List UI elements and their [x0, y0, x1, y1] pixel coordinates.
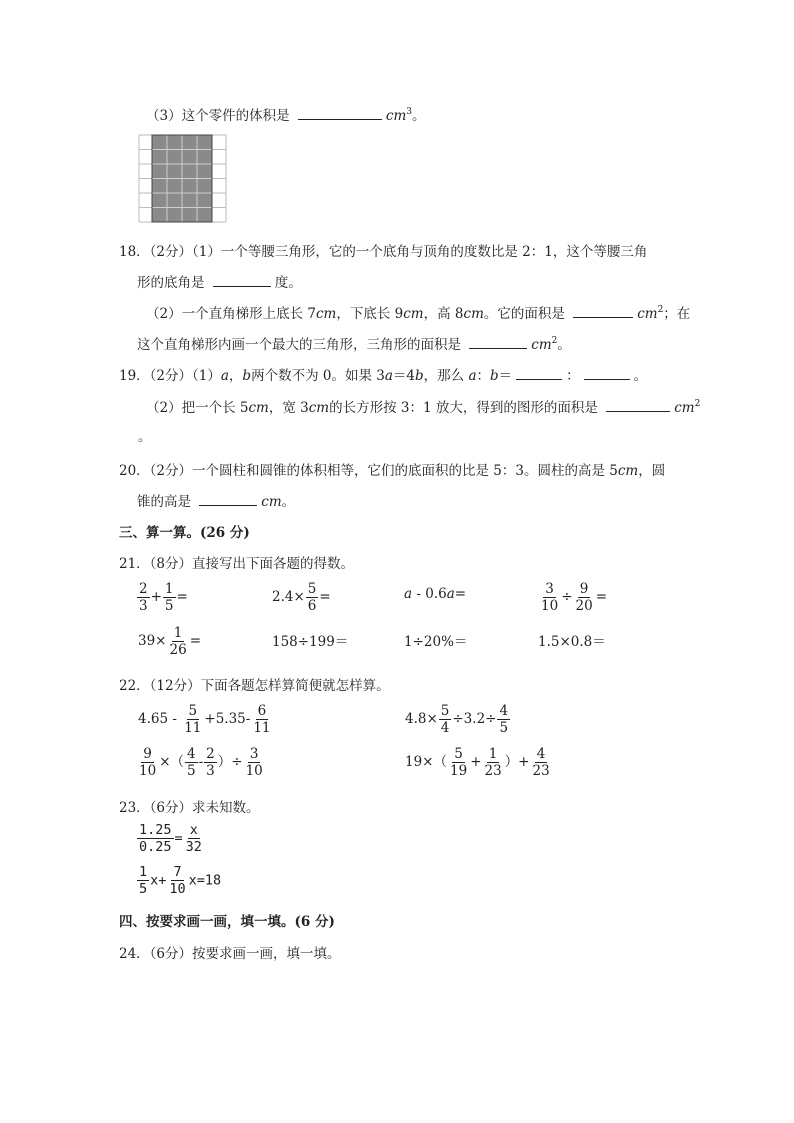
operator: + [150, 589, 162, 605]
answer-blank[interactable] [573, 303, 633, 318]
exponent: 2 [694, 399, 701, 409]
denominator: 32 [185, 839, 202, 855]
q19-text: （2）把一个长 5 [146, 400, 249, 416]
fraction [251, 703, 272, 736]
q22-expr-3 [136, 746, 266, 779]
fraction [163, 581, 176, 614]
unit: cm [261, 494, 282, 510]
q21-item-7: 1÷20%＝ [404, 634, 468, 650]
q21-title: 21．（8分）直接写出下面各题的得数。 [119, 556, 355, 572]
q18-number: 9 [394, 306, 404, 322]
q18-text: （2）一个直角梯形上底长 [146, 306, 308, 322]
q17-part3-text: （3）这个零件的体积是 [146, 108, 290, 124]
q21-item-3 [404, 586, 466, 602]
q19-text: ： [476, 368, 491, 384]
var-a: a [384, 368, 393, 384]
section-3-heading: 三、算一算。(26 分) [119, 525, 250, 541]
q22-title: 22．（12分）下面各题怎样算简便就怎样算。 [119, 678, 390, 694]
q18-text: 这个直角梯形内画一个最大的三角形，三角形的面积是 [137, 337, 461, 353]
expr-text: ×（ [159, 754, 184, 770]
q19-line1 [119, 364, 647, 384]
q20-text: 。 [281, 494, 296, 510]
fraction [448, 746, 469, 779]
equals: = [176, 589, 188, 605]
var-b: b [242, 368, 252, 384]
q19-text: ＝ [498, 368, 513, 384]
var-a: a [446, 586, 455, 602]
expr-text: x=18 [188, 872, 222, 889]
fraction [168, 625, 189, 658]
numerator: 4 [536, 746, 546, 762]
denominator: 10 [139, 763, 157, 779]
q18-line4 [137, 333, 571, 353]
numerator: 1 [488, 746, 498, 762]
exponent: 3 [406, 107, 412, 117]
q21-item-8: 1.5×0.8＝ [538, 634, 606, 650]
q20-text: ，圆 [638, 463, 666, 479]
equals: = [319, 589, 331, 605]
fraction [137, 746, 158, 779]
q23-title: 23．（6分）求未知数。 [119, 800, 260, 816]
fraction [167, 864, 187, 897]
fraction [497, 703, 510, 736]
numerator: 3 [249, 746, 259, 762]
fraction [439, 703, 452, 736]
fraction [539, 581, 560, 614]
expr-text: 4.65 - [138, 711, 182, 727]
numerator: 9 [143, 746, 152, 762]
var-a: a [404, 586, 413, 602]
unit: cm [617, 463, 639, 479]
answer-blank[interactable] [199, 491, 257, 506]
fraction [182, 703, 203, 736]
q19-text: 19．（2分）（1） [119, 368, 221, 384]
q19-text: ， [228, 368, 243, 384]
answer-blank[interactable] [469, 334, 527, 349]
q19-text: ＝4 [392, 368, 415, 384]
q22-expr-2 [405, 703, 511, 736]
numerator: 1 [173, 625, 183, 641]
q19-text: ，那么 [423, 368, 469, 384]
q18-text: 形的底角是 [137, 275, 205, 291]
fraction [185, 746, 198, 779]
denominator: 23 [532, 763, 550, 779]
answer-blank[interactable] [516, 365, 562, 380]
expr-text: 19×（ [405, 754, 447, 770]
numerator: 2 [206, 746, 215, 762]
section-4-heading: 四、按要求画一画，填一填。(6 分) [119, 914, 335, 930]
expr-text: + [470, 754, 482, 770]
expr-text: ）÷ [217, 754, 243, 770]
q18-line2 [137, 271, 302, 291]
denominator: 3 [139, 598, 148, 614]
denominator: 10 [541, 598, 559, 614]
denominator: 6 [307, 598, 317, 614]
var-b: b [490, 368, 499, 384]
var-b: b [415, 368, 424, 384]
q19-line2 [146, 396, 700, 416]
fraction [204, 746, 217, 779]
unit: cm [637, 306, 658, 322]
punct: 。 [412, 108, 426, 124]
q18-line3 [146, 302, 690, 322]
denominator: 23 [484, 763, 502, 779]
q20-line2 [137, 490, 295, 510]
q20-text: 锥的高是 [137, 494, 191, 510]
unit: cm [315, 306, 337, 322]
q22-expr-1 [138, 703, 274, 736]
q18-text: ；在 [663, 306, 691, 322]
expr-text: 2.4× [272, 589, 305, 605]
equals: = [174, 830, 183, 847]
var-a: a [220, 368, 229, 384]
denominator: 5 [187, 763, 196, 779]
expr-text: - 0.6 [412, 586, 447, 602]
answer-blank[interactable] [213, 272, 271, 287]
denominator: 10 [245, 763, 263, 779]
fraction [483, 746, 504, 779]
equals: = [189, 633, 201, 649]
q22-expr-4 [405, 746, 553, 779]
numerator: 1 [164, 581, 174, 597]
answer-blank[interactable] [298, 105, 382, 120]
numerator: 4 [499, 703, 509, 719]
q24-title: 24．（6分）按要求画一画，填一填。 [119, 946, 341, 962]
numerator: 9 [579, 581, 589, 597]
q19-text: 两个数不为 0。如果 3 [251, 368, 385, 384]
fraction [137, 822, 174, 855]
denominator: 0.25 [139, 839, 172, 855]
q21-item-6: 158÷199＝ [272, 634, 349, 650]
unit: cm [531, 337, 552, 353]
denominator: 4 [440, 720, 450, 736]
numerator: x [189, 822, 198, 838]
fraction [306, 581, 319, 614]
fraction [137, 864, 149, 897]
expr-text: ÷3.2÷ [452, 711, 497, 727]
expr-text: 4.8× [405, 711, 438, 727]
numerator: 3 [545, 581, 554, 597]
fraction [531, 746, 552, 779]
expr-text: +5.35- [204, 711, 251, 727]
unit: cm [385, 108, 407, 124]
q21-item-5 [138, 625, 201, 658]
denominator: 5 [499, 720, 509, 736]
exponent: 2 [551, 336, 558, 346]
denominator: 5 [164, 598, 174, 614]
q23-equation-2 [136, 864, 221, 897]
part-grid-figure [138, 134, 228, 224]
q18-text: ，高 [423, 306, 455, 322]
unit: cm [308, 400, 330, 416]
var-a: a [468, 368, 477, 384]
q18-text: 。 [557, 337, 571, 353]
fraction [137, 581, 150, 614]
q19-text: 的长方形按 3：1 放大，得到的图形的面积是 [329, 400, 598, 416]
unit: cm [403, 306, 424, 322]
denominator: 20 [575, 598, 593, 614]
expr-text: ）+ [504, 754, 530, 770]
fraction [574, 581, 595, 614]
exponent: 2 [657, 305, 664, 315]
unit: cm [674, 400, 695, 416]
q19-text: 。 [633, 368, 648, 384]
denominator: 11 [253, 720, 271, 736]
numerator: 6 [257, 703, 267, 719]
q20-line1 [119, 459, 665, 479]
q18-text: 度。 [274, 275, 302, 291]
denominator: 11 [184, 720, 202, 736]
operator: ÷ [561, 589, 573, 605]
numerator: 5 [440, 703, 450, 719]
q18-text: 。它的面积是 [483, 306, 565, 322]
q18-line1: 18．（2分）（1）一个等腰三角形，它的一个底角与顶角的度数比是 2：1，这个等腰三角 [119, 244, 648, 260]
q23-equation-1 [136, 822, 205, 855]
denominator: 10 [169, 881, 186, 897]
answer-blank[interactable] [584, 365, 630, 380]
expr-text: x+ [150, 872, 167, 889]
numerator: 5 [454, 746, 463, 762]
q21-item-1 [136, 581, 188, 614]
fraction [244, 746, 265, 779]
unit: cm [248, 400, 269, 416]
expr-text: 39× [138, 633, 167, 649]
numerator: 4 [187, 746, 196, 762]
answer-blank[interactable] [606, 397, 670, 412]
expr-text: - [198, 754, 204, 770]
numerator: 1 [139, 864, 148, 880]
q19-line3: 。 [138, 429, 152, 445]
denominator: 3 [206, 763, 215, 779]
unit: cm [463, 306, 484, 322]
q19-text: ，宽 3 [268, 400, 309, 416]
q18-number: 7 [307, 306, 316, 322]
denominator: 19 [450, 763, 468, 779]
fraction [184, 822, 204, 855]
q21-item-4 [538, 581, 607, 614]
denominator: 5 [139, 881, 148, 897]
q19-text: ： [566, 368, 580, 384]
numerator: 1.25 [139, 822, 172, 838]
denominator: 26 [169, 642, 187, 658]
numerator: 7 [173, 864, 182, 880]
q21-item-2 [272, 581, 331, 614]
q20-text: 20．（2分）一个圆柱和圆锥的体积相等，它们的底面积的比是 5：3。圆柱的高是 5 [119, 463, 618, 479]
numerator: 2 [139, 581, 148, 597]
q18-number: 8 [454, 306, 464, 322]
numerator: 5 [307, 581, 317, 597]
equals: = [454, 586, 467, 602]
q18-text: ，下底长 [336, 306, 395, 322]
q17-part3 [146, 104, 426, 124]
numerator: 5 [188, 703, 198, 719]
equals: = [595, 589, 607, 605]
